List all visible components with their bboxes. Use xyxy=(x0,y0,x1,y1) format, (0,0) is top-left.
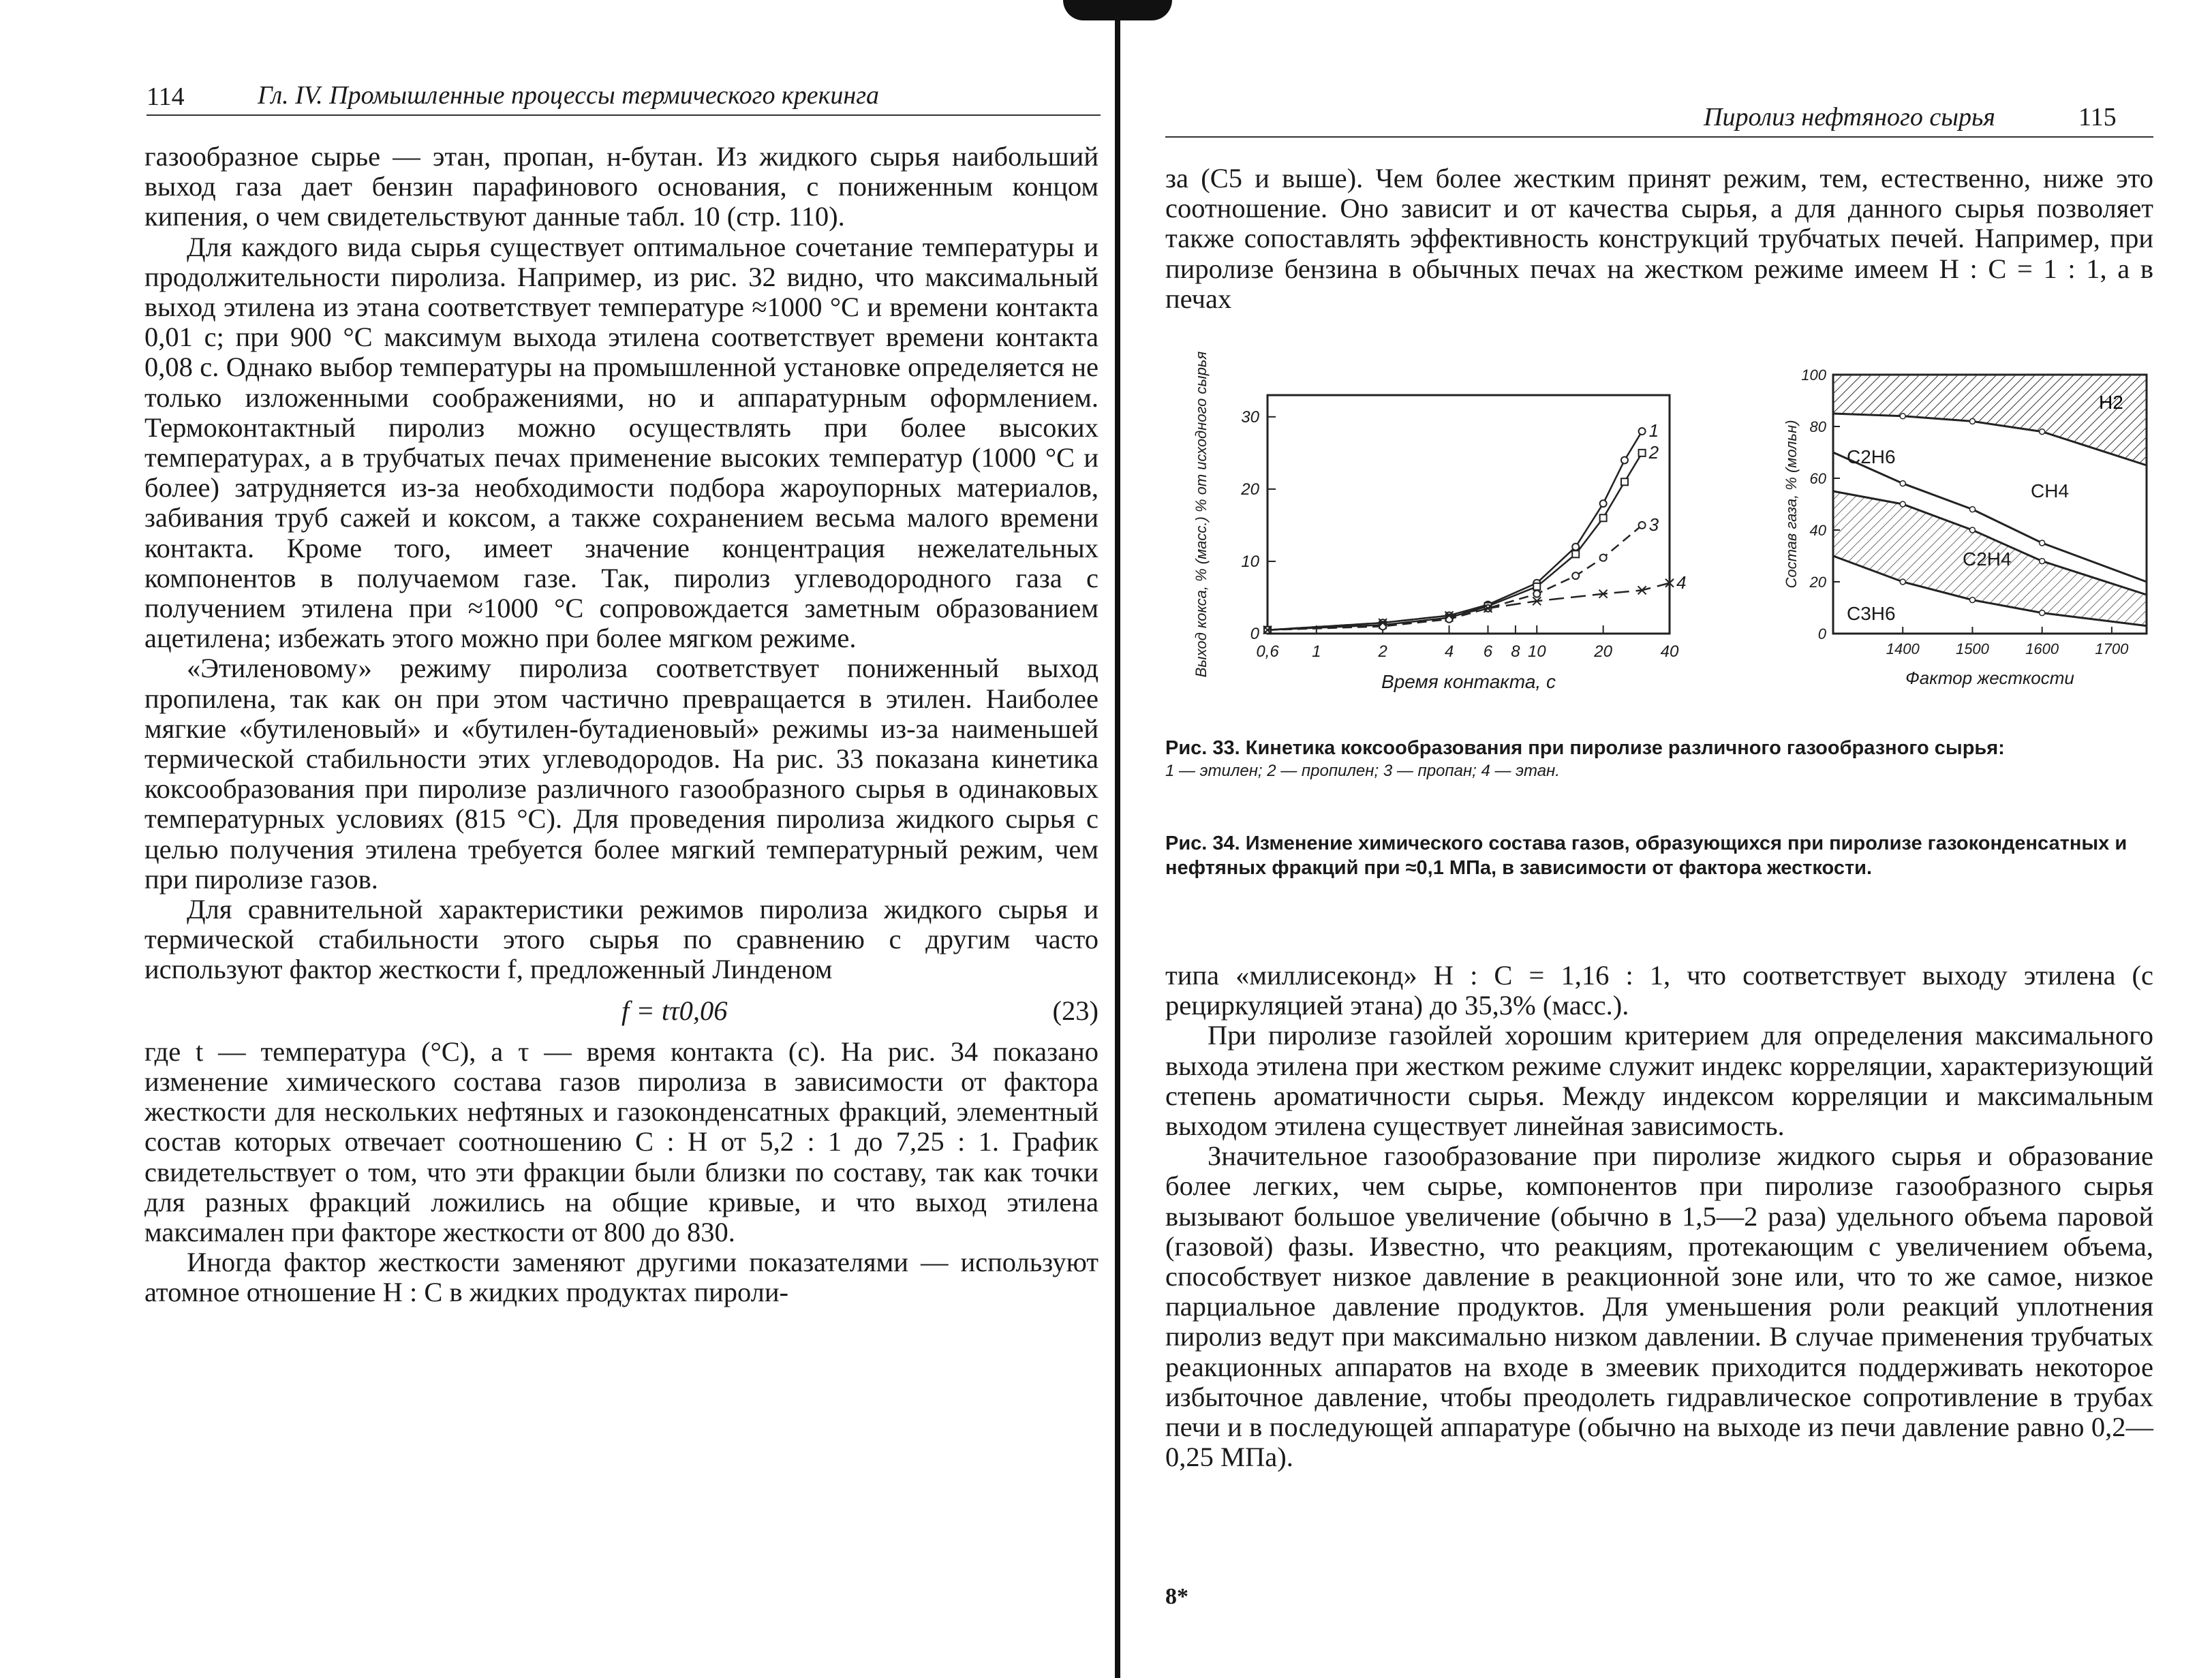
y-tick-label: 100 xyxy=(1801,367,1826,384)
running-head-left: Гл. IV. Промышленные процессы термического крекинга xyxy=(258,81,880,110)
x-tick-label: 1400 xyxy=(1886,640,1920,657)
region-label-C2H4: C2H4 xyxy=(1963,548,2012,570)
x-tick-label: 1 xyxy=(1312,642,1321,661)
paragraph: Для сравнительной характеристики режимов пиролиза жидкого сырья и термической стабильности этого сырья по сравнению с другим часто используют фактор жесткости f, предложенный Линденом xyxy=(144,894,1099,985)
data-point xyxy=(1621,456,1628,463)
data-point xyxy=(1900,501,1905,507)
header-rule-left xyxy=(147,114,1101,116)
region-label-CH4: CH4 xyxy=(2031,480,2070,501)
data-point xyxy=(1900,579,1905,585)
data-point xyxy=(1572,572,1579,579)
x-tick-label: 8 xyxy=(1511,642,1520,661)
x-tick-label: 1700 xyxy=(2095,640,2129,657)
data-point xyxy=(1900,481,1905,486)
y-tick-label: 40 xyxy=(1809,522,1826,539)
data-point xyxy=(1969,527,1975,533)
series-line-1 xyxy=(1268,431,1642,630)
x-tick-label: 1600 xyxy=(2025,640,2059,657)
paragraph: за (C5 и выше). Чем более жестким принят режим, тем, естественно, ниже это соотношение. Оно зависит и от качества сырья, а для данного сырья позволяет также сопоставлять эффективность конструкций трубчатых печей. Например, при пиролизе бензина в обычных печах на жестком режиме имеем H : C = 1 : 1, а в печах xyxy=(1165,163,2153,314)
series-line-4 xyxy=(1268,583,1670,630)
y-tick-label: 0 xyxy=(1250,625,1259,643)
data-point xyxy=(1639,450,1646,456)
y-tick-label: 20 xyxy=(1241,480,1259,499)
data-point xyxy=(1533,591,1540,597)
data-point xyxy=(2040,429,2045,435)
data-point xyxy=(2040,540,2045,546)
x-axis-label: Фактор жесткости xyxy=(1905,668,2074,688)
figure-34-caption-block xyxy=(1165,831,2153,880)
data-point xyxy=(1533,583,1540,590)
plot-frame xyxy=(1268,395,1670,634)
x-tick-label: 0,6 xyxy=(1256,642,1279,661)
running-head-right: Пиролиз нефтяного сырья xyxy=(1704,103,1995,131)
y-tick-label: 0 xyxy=(1817,625,1826,642)
figure-33-legend: 1 — этилен; 2 — пропилен; 3 — пропан; 4 — этан. xyxy=(1165,762,1560,780)
x-tick-label: 2 xyxy=(1378,642,1387,661)
book-spine xyxy=(1115,0,1120,1678)
right-bottom-text xyxy=(1165,961,2153,1472)
page-number-right: 115 xyxy=(2078,103,2117,131)
formula-text: f = tτ0,06 xyxy=(621,995,728,1026)
paragraph: «Этиленовому» режиму пиролиза соответствует пониженный выход пропилена, так как он при этом частично превращается в этилен. Наиболее мягкие «бутиленовый» и «бутилен-бутадиеновый» режимы из-за наименьшей термической стабильности этих углеводородов. На рис. 33 показана кинетика коксообразования при пиролизе различного газообразного сырья в одинаковых температурных условиях (815 °C). Для проведения пиролиза жидкого сырья с целью получения этилена требуется более мягкий температурный режим, чем при пиролизе газов. xyxy=(144,653,1099,895)
data-point xyxy=(1446,616,1453,623)
paragraph: При пиролизе газойлей хорошим критерием для определения максимального выхода этилена при жестком режиме служит индекс корреляции, характеризующий степень ароматичности сырья. Между индексом корреляции и максимальным выходом этилена существует линейная зависимость. xyxy=(1165,1020,2153,1142)
right-top-text xyxy=(1165,164,2153,314)
data-point xyxy=(1969,597,1975,603)
formula-23 xyxy=(144,985,1099,1037)
x-axis-label: Время контакта, с xyxy=(1381,671,1556,692)
series-line-2 xyxy=(1268,453,1642,630)
series-label-3: 3 xyxy=(1648,514,1659,535)
region-label-C2H6: C2H6 xyxy=(1847,446,1896,467)
x-tick-label: 20 xyxy=(1594,642,1612,661)
paragraph: Иногда фактор жесткости заменяют другими показателями — используют атомное отношение H : C в жидких продуктах пироли- xyxy=(144,1247,1099,1308)
y-tick-label: 10 xyxy=(1241,552,1259,571)
data-point xyxy=(1969,507,1975,512)
y-tick-label: 20 xyxy=(1809,574,1826,591)
data-point xyxy=(1600,514,1607,521)
data-point xyxy=(1639,428,1646,435)
paragraph: где t — температура (°C), а τ — время контакта (с). На рис. 34 показано изменение химического состава газов пиролиза в зависимости от фактора жесткости для нескольких нефтяных и газоконденсатных фракций, элементный состав которых отвечает соотношению C : H от 5,2 : 1 до 7,25 : 1. График свидетельствует о том, что эти фракции были близки по составу, так как точки для разных фракций ложились на общие кривые, и что выход этилена максимален при факторе жесткости от 800 до 830. xyxy=(144,1036,1099,1247)
region-label-C3H6: C3H6 xyxy=(1847,603,1896,624)
y-axis-label: Состав газа, % (мольн) xyxy=(1783,420,1800,589)
figure-34-caption: Рис. 34. Изменение химического состава газов, образующихся при пиролизе газоконденсатных и нефтяных фракций при ≈0,1 МПа, в зависимости от фактора жесткости. xyxy=(1165,833,2127,879)
paragraph: Значительное газообразование при пиролизе жидкого сырья и образование более легких, чем сырье, компонентов при пиролизе газообразного сырья вызывают большое увеличение (обычно в 1,5—2 раза) удельного объема паровой (газовой) фазы. Известно, что реакциям, протекающим с увеличением объема, способствует низкое давление в реакционной зоне или, что то же самое, низкое парциальное давление продуктов. Для уменьшения роли реакций уплотнения пиролиз ведут при максимально низком давлении. В случае применения трубчатых реакционных аппаратов на входе в змеевик приходится поддерживать некоторое избыточное давление, чтобы преодолеть гидравлическое сопротивление в трубах печи и в последующей аппаратуре (обычно на выходе из печи давление равно 0,2—0,25 МПа). xyxy=(1165,1140,2153,1473)
data-point xyxy=(2040,610,2045,616)
right-page xyxy=(1124,0,2212,1678)
y-tick-label: 60 xyxy=(1809,470,1826,487)
data-point xyxy=(2040,559,2045,564)
data-point xyxy=(1900,414,1905,419)
x-tick-label: 1500 xyxy=(1955,640,1989,657)
header-rule-right xyxy=(1165,136,2153,138)
y-tick-label: 30 xyxy=(1241,407,1259,426)
page-number-left: 114 xyxy=(147,82,185,111)
paragraph: Для каждого вида сырья существует оптимальное сочетание температуры и продолжительности пиролиза. Например, из рис. 32 видно, что максимальный выход этилена из этана соответствует температуре ≈1000 °C и времени контакта 0,01 с; при 900 °C максимум выхода этилена соответствует времени контакта 0,08 с. Однако выбор температуры на промышленной установке определяется не только изложенными соображениями, но и аппаратурным оформлением. Термоконтактный пиролиз можно осуществлять при более высоких температурах, а в трубчатых печах применение высоких температур (1000 °C и более) затрудняется из-за необходимости подбора жароупорных материалов, забивания труб сажей и коксом, а также сохранением весьма малого времени контакта. Кроме того, имеет значение концентрация нежелательных компонентов в получаемом газе. Так, пиролиз углеводородного газа с получением этилена при ≈1000 °C сопровождается заметным образованием ацетилена; избежать этого можно при более мягком режиме. xyxy=(144,231,1099,654)
signature-mark: 8* xyxy=(1165,1584,1188,1609)
figure-33-caption-block xyxy=(1165,736,2153,782)
data-point xyxy=(1600,500,1607,507)
x-tick-label: 4 xyxy=(1444,642,1454,661)
left-text-column xyxy=(144,142,1099,1308)
data-point xyxy=(1969,418,1975,424)
x-tick-label: 6 xyxy=(1483,642,1493,661)
data-point xyxy=(1600,555,1607,561)
series-label-2: 2 xyxy=(1648,441,1659,463)
figure-34-chart xyxy=(1779,361,2160,715)
data-point xyxy=(1379,623,1386,630)
x-tick-label: 40 xyxy=(1660,642,1679,661)
y-axis-label: Выход кокса, % (масс.) % от исходного сырья xyxy=(1193,351,1210,678)
data-point xyxy=(1572,544,1579,550)
y-tick-label: 80 xyxy=(1809,418,1826,435)
series-label-4: 4 xyxy=(1676,572,1687,593)
data-point xyxy=(1639,522,1646,529)
figure-33-chart xyxy=(1165,351,1687,715)
series-label-1: 1 xyxy=(1648,420,1659,441)
data-point xyxy=(1572,550,1579,557)
x-tick-label: 10 xyxy=(1527,642,1546,661)
figure-33-caption: Рис. 33. Кинетика коксообразования при пиролизе различного газообразного сырья: xyxy=(1165,737,2005,759)
paragraph: типа «миллисеконд» H : C = 1,16 : 1, что соответствует выходу этилена (с рециркуляцией этана) до 35,3% (масс.). xyxy=(1165,960,2153,1021)
paragraph: газообразное сырье — этан, пропан, н-бутан. Из жидкого сырья наибольший выход газа дает бензин парафинового основания, с пониженным концом кипения, о чем свидетельствуют данные табл. 10 (стр. 110). xyxy=(144,141,1099,232)
data-point xyxy=(1621,478,1628,485)
region-label-H2: H2 xyxy=(2099,392,2123,413)
formula-number: (23) xyxy=(1052,995,1099,1026)
